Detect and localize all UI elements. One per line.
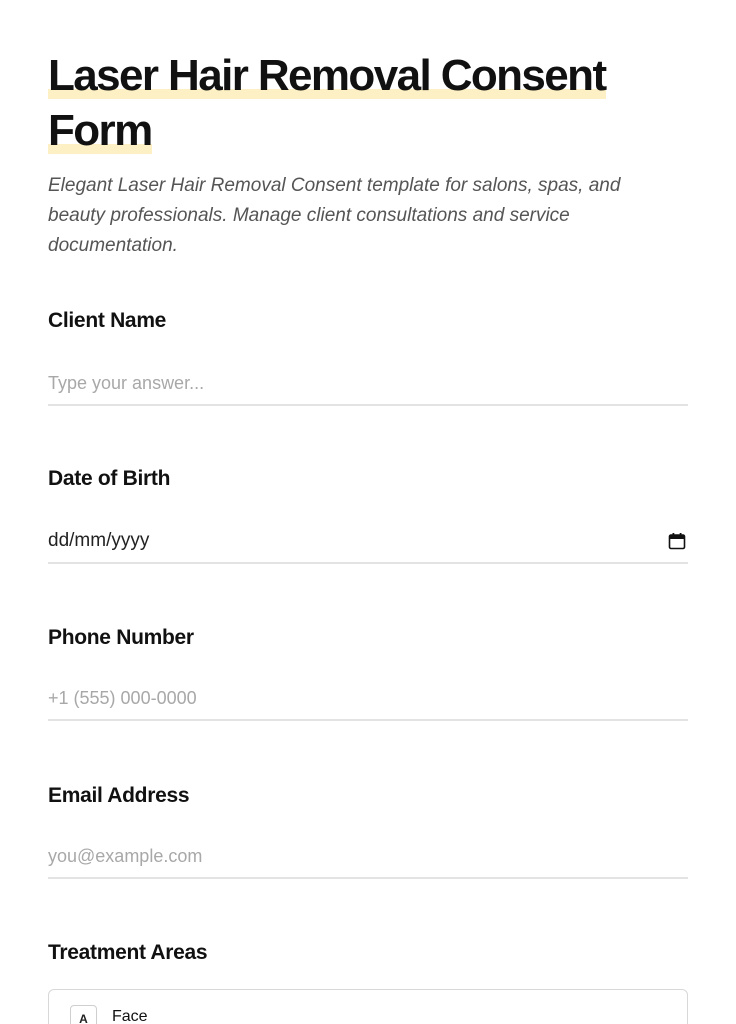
treatment-areas-field xyxy=(48,939,688,1024)
phone-number-input-wrapper xyxy=(48,677,688,721)
treatment-areas-label: Treatment Areas xyxy=(48,941,208,964)
date-of-birth-input[interactable] xyxy=(48,520,688,564)
date-of-birth-field xyxy=(48,465,688,551)
calendar-icon[interactable] xyxy=(668,532,686,550)
client-name-field xyxy=(48,307,688,335)
client-name-input[interactable] xyxy=(48,362,688,404)
phone-number-field xyxy=(48,624,688,652)
date-of-birth-label: Date of Birth xyxy=(48,467,171,490)
email-address-input[interactable] xyxy=(48,835,688,877)
treatment-option-face[interactable] xyxy=(48,989,688,1024)
page-title xyxy=(48,48,688,158)
client-name-label: Client Name xyxy=(48,309,167,332)
client-name-input-wrapper xyxy=(48,362,688,406)
date-of-birth-value: dd/mm/yyyy xyxy=(48,530,150,551)
email-address-input-wrapper xyxy=(48,835,688,879)
email-address-field xyxy=(48,782,688,810)
phone-number-input[interactable] xyxy=(48,677,688,719)
choice-key-badge: A xyxy=(70,1005,97,1024)
choice-label: Face xyxy=(112,1008,148,1024)
form-description: Elegant Laser Hair Removal Consent template for salons, spas, and beauty professionals. Manage client consultations and service documentation. xyxy=(48,175,621,256)
page-title-text: Laser Hair Removal Consent Form xyxy=(48,51,606,155)
phone-number-label: Phone Number xyxy=(48,626,194,649)
email-address-label: Email Address xyxy=(48,784,190,807)
